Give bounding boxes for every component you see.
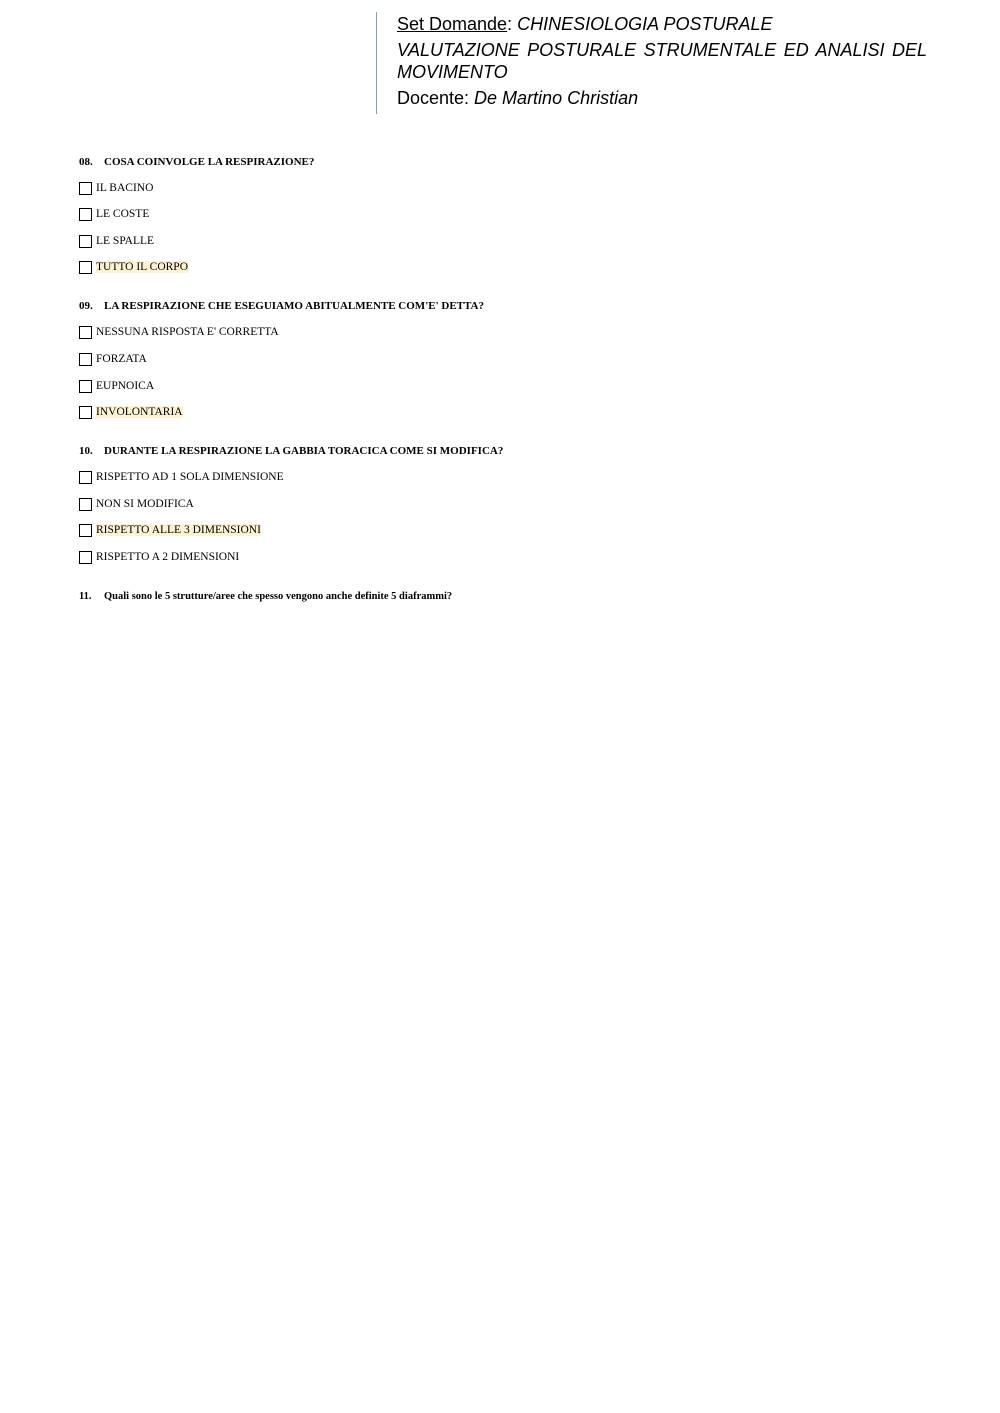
answer-option[interactable] — [79, 324, 279, 340]
answer-label: RISPETTO ALLE 3 DIMENSIONI — [96, 524, 261, 536]
answer-label: NON SI MODIFICA — [96, 498, 194, 510]
answer-label: RISPETTO AD 1 SOLA DIMENSIONE — [96, 471, 284, 483]
docente-line — [397, 87, 638, 109]
set-title — [397, 13, 773, 35]
question-09 — [79, 300, 484, 312]
answer-option[interactable] — [79, 549, 239, 565]
answer-checkbox[interactable] — [79, 208, 92, 221]
answer-option[interactable] — [79, 496, 194, 512]
answer-label: RISPETTO A 2 DIMENSIONI — [96, 551, 240, 563]
answer-option[interactable] — [79, 469, 284, 485]
answer-label: LE SPALLE — [96, 235, 155, 247]
answer-checkbox[interactable] — [79, 551, 92, 564]
answer-checkbox[interactable] — [79, 182, 92, 195]
question-text: DURANTE LA RESPIRAZIONE LA GABBIA TORACICA COME SI MODIFICA? — [104, 445, 504, 457]
question-number: 09. — [79, 300, 93, 312]
question-number: 08. — [79, 156, 93, 168]
subject-name: CHINESIOLOGIA POSTURALE — [517, 14, 773, 34]
course-title: VALUTAZIONE POSTURALE STRUMENTALE ED ANALISI DEL MOVIMENTO — [397, 40, 927, 82]
answer-checkbox[interactable] — [79, 406, 92, 419]
answer-option-highlighted[interactable] — [79, 522, 261, 538]
answer-option-highlighted[interactable] — [79, 404, 183, 420]
answer-option-highlighted[interactable] — [79, 259, 188, 275]
set-label: Set Domande — [397, 14, 508, 34]
answer-label: TUTTO IL CORPO — [96, 261, 188, 273]
set-separator: : — [507, 14, 518, 34]
answer-checkbox[interactable] — [79, 380, 92, 393]
question-11 — [79, 591, 452, 602]
answer-checkbox[interactable] — [79, 471, 92, 484]
answer-label: INVOLONTARIA — [96, 406, 183, 418]
answer-option[interactable] — [79, 351, 147, 367]
answer-checkbox[interactable] — [79, 353, 92, 366]
question-08 — [79, 156, 314, 168]
answer-checkbox[interactable] — [79, 235, 92, 248]
answer-option[interactable] — [79, 378, 154, 394]
question-10 — [79, 445, 503, 457]
docente-name: De Martino Christian — [474, 88, 639, 108]
answer-label: FORZATA — [96, 353, 147, 365]
question-text: Quali sono le 5 strutture/aree che spesso vengono anche definite 5 diaframmi? — [104, 591, 453, 602]
answer-label: EUPNOICA — [96, 380, 155, 392]
answer-checkbox[interactable] — [79, 326, 92, 339]
answer-label: NESSUNA RISPOSTA E' CORRETTA — [96, 326, 279, 338]
answer-label: IL BACINO — [96, 182, 154, 194]
answer-checkbox[interactable] — [79, 524, 92, 537]
answer-option[interactable] — [79, 206, 149, 222]
question-text: COSA COINVOLGE LA RESPIRAZIONE? — [104, 156, 315, 168]
question-number: 11. — [79, 591, 92, 602]
answer-checkbox[interactable] — [79, 498, 92, 511]
answer-checkbox[interactable] — [79, 261, 92, 274]
question-text: LA RESPIRAZIONE CHE ESEGUIAMO ABITUALMENTE COM'E' DETTA? — [104, 300, 484, 312]
docente-label: Docente: — [397, 88, 475, 108]
question-number: 10. — [79, 445, 93, 457]
answer-option[interactable] — [79, 233, 154, 249]
document-header — [376, 12, 936, 114]
answer-option[interactable] — [79, 180, 153, 196]
answer-label: LE COSTE — [96, 208, 150, 220]
